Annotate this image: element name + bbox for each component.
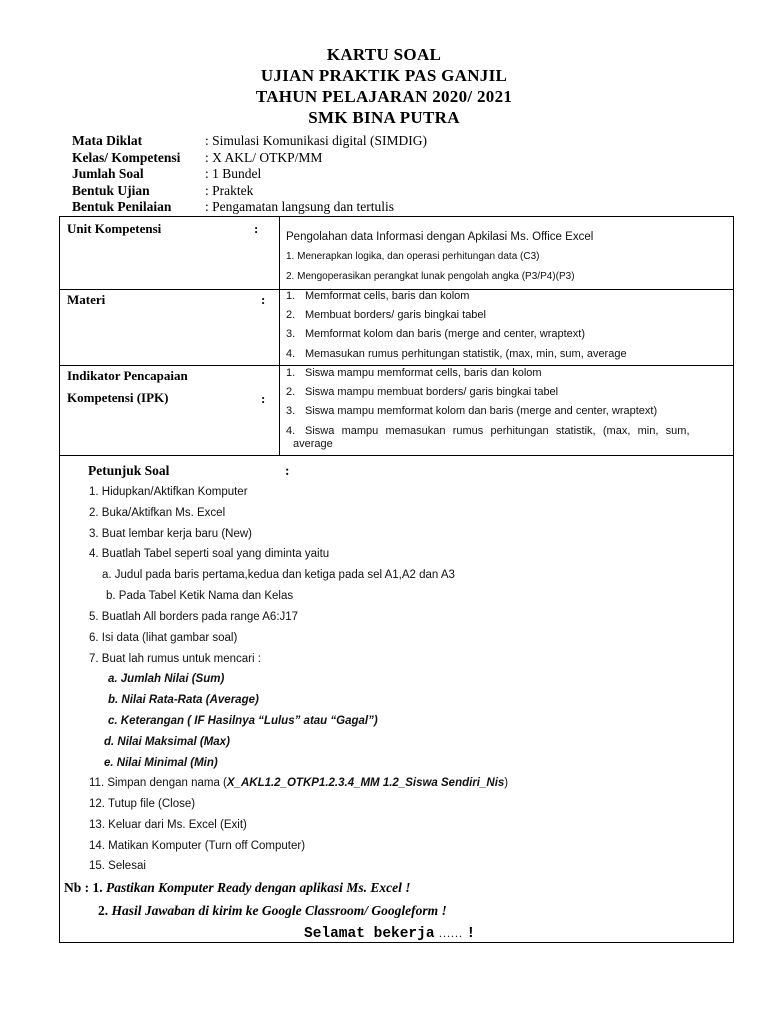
- header-year: TAHUN PELAJARAN 2020/ 2021: [255, 87, 513, 106]
- petunjuk-step: 2. Buka/Aktifkan Ms. Excel: [89, 507, 226, 519]
- meta-value: : 1 Bundel: [205, 166, 262, 181]
- nb-note-1-text: Pastikan Komputer Ready dengan aplikasi Ms. Excel !: [106, 880, 411, 895]
- nb-prefix: Nb : 1.: [64, 880, 103, 895]
- petunjuk-step: 14. Matikan Komputer (Turn off Computer): [89, 840, 306, 852]
- closing-greeting: Selamat bekerja: [304, 926, 435, 942]
- petunjuk-substep: b. Pada Tabel Ketik Nama dan Kelas: [106, 590, 294, 602]
- unit-kompetensi-label: Unit Kompetensi: [67, 221, 162, 236]
- petunjuk-step: 1. Hidupkan/Aktifkan Komputer: [89, 486, 248, 498]
- meta-label: Bentuk Penilaian: [72, 199, 172, 214]
- column-divider: [279, 290, 280, 365]
- petunjuk-step: 12. Tutup file (Close): [89, 798, 196, 810]
- closing-text: [304, 924, 475, 942]
- column-divider: [279, 217, 280, 289]
- meta-label: Jumlah Soal: [72, 166, 144, 181]
- materi-item-number: 2.: [286, 309, 296, 321]
- unit-kompetensi-item: 2. Mengoperasikan perangkat lunak pengolah angka (P3/P4)(P3): [286, 271, 575, 282]
- materi-row: [59, 289, 734, 366]
- petunjuk-label: Petunjuk Soal: [88, 463, 170, 478]
- meta-label: Mata Diklat: [72, 133, 143, 148]
- ipk-colon: :: [261, 391, 266, 406]
- ipk-item: [286, 367, 542, 379]
- unit-kompetensi-row: [59, 216, 734, 290]
- petunjuk-step: 5. Buatlah All borders pada range A6:J17: [89, 611, 299, 623]
- materi-item: [286, 348, 627, 360]
- nb-note-2-number: 2.: [98, 903, 109, 918]
- closing-dots: ……: [438, 926, 463, 940]
- column-divider: [279, 366, 280, 455]
- ipk-item-text: Siswa mampu memformat cells, baris dan kolom: [305, 367, 542, 379]
- formula-item: e. Nilai Minimal (Min): [104, 757, 218, 769]
- petunjuk-step: 15. Selesai: [89, 860, 146, 872]
- ipk-item-text: Siswa mampu membuat borders/ garis bingkai tabel: [305, 386, 559, 398]
- header-exam: UJIAN PRAKTIK PAS GANJIL: [260, 66, 508, 85]
- materi-item: [286, 328, 585, 340]
- closing-exclamation: !: [466, 926, 476, 942]
- ipk-item: [286, 405, 657, 417]
- ipk-item-number: 2.: [286, 386, 296, 398]
- header-school: SMK BINA PUTRA: [308, 108, 460, 127]
- materi-label: Materi: [67, 292, 106, 307]
- ipk-item-text: Siswa mampu memasukan rumus perhitungan statistik, (max, min, sum,: [305, 425, 690, 437]
- nb-note-2-text: Hasil Jawaban di kirim ke Google Classroom/ Googleform !: [111, 903, 447, 918]
- ipk-item-number: 1.: [286, 367, 296, 379]
- petunjuk-substep: a. Judul pada baris pertama,kedua dan ketiga pada sel A1,A2 dan A3: [102, 569, 455, 581]
- materi-item: [286, 309, 486, 321]
- unit-kompetensi-colon: :: [254, 221, 259, 236]
- petunjuk-step: 7. Buat lah rumus untuk mencari :: [89, 653, 261, 665]
- materi-item-text: Memformat kolom dan baris (merge and center, wraptext): [305, 328, 586, 340]
- materi-item: [286, 290, 469, 302]
- meta-value: : Simulasi Komunikasi digital (SIMDIG): [205, 133, 427, 148]
- materi-item-text: Memformat cells, baris dan kolom: [305, 290, 470, 302]
- nb-note-1: [64, 880, 411, 896]
- save-step: [89, 777, 508, 789]
- petunjuk-step: 3. Buat lembar kerja baru (New): [89, 528, 252, 540]
- materi-colon: :: [261, 292, 266, 307]
- ipk-label: Indikator Pencapaian: [67, 368, 188, 383]
- petunjuk-colon: :: [285, 463, 290, 478]
- materi-item-number: 3.: [286, 328, 296, 340]
- ipk-item-number: 4.: [286, 425, 296, 437]
- save-file-name: X_AKL1.2_OTKP1.2.3.4_MM 1.2_Siswa Sendiri_Nis: [226, 777, 505, 789]
- save-step-prefix: 11. Simpan dengan nama (: [89, 777, 227, 789]
- ipk-label: Kompetensi (IPK): [67, 390, 169, 405]
- formula-item: a. Jumlah Nilai (Sum): [108, 673, 225, 685]
- ipk-row: [59, 365, 734, 456]
- meta-value: : Praktek: [205, 182, 254, 198]
- formula-item: d. Nilai Maksimal (Max): [104, 736, 230, 748]
- ipk-item: [286, 425, 690, 437]
- ipk-item: [286, 386, 558, 398]
- meta-label: Kelas/ Kompetensi: [72, 149, 181, 165]
- meta-value: : X AKL/ OTKP/MM: [205, 149, 323, 165]
- formula-item: b. Nilai Rata-Rata (Average): [108, 694, 259, 706]
- document-header: [0, 44, 768, 128]
- ipk-item-number: 3.: [286, 405, 296, 417]
- materi-item-text: Membuat borders/ garis bingkai tabel: [305, 309, 486, 321]
- materi-item-number: 1.: [286, 290, 296, 302]
- materi-item-text: Memasukan rumus perhitungan statistik, (max, min, sum, average: [305, 348, 627, 360]
- unit-kompetensi-item: 1. Menerapkan logika, dan operasi perhitungan data (C3): [286, 251, 540, 262]
- meta-value: : Pengamatan langsung dan tertulis: [205, 199, 394, 214]
- unit-kompetensi-title: Pengolahan data Informasi dengan Apkilasi Ms. Office Excel: [286, 231, 594, 243]
- nb-note-2: [98, 903, 447, 919]
- ipk-item-continuation: average: [293, 438, 333, 450]
- petunjuk-step: 13. Keluar dari Ms. Excel (Exit): [89, 819, 247, 831]
- petunjuk-step: 4. Buatlah Tabel seperti soal yang diminta yaitu: [89, 548, 330, 560]
- header-title: KARTU SOAL: [326, 45, 442, 64]
- materi-item-number: 4.: [286, 348, 296, 360]
- formula-item: c. Keterangan ( IF Hasilnya “Lulus” atau “Gagal”): [108, 715, 378, 727]
- meta-label: Bentuk Ujian: [72, 182, 150, 198]
- petunjuk-step: 6. Isi data (lihat gambar soal): [89, 632, 238, 644]
- ipk-item-text: Siswa mampu memformat kolom dan baris (merge and center, wraptext): [305, 405, 658, 417]
- save-step-suffix: ): [504, 777, 509, 789]
- petunjuk-section: [59, 455, 734, 943]
